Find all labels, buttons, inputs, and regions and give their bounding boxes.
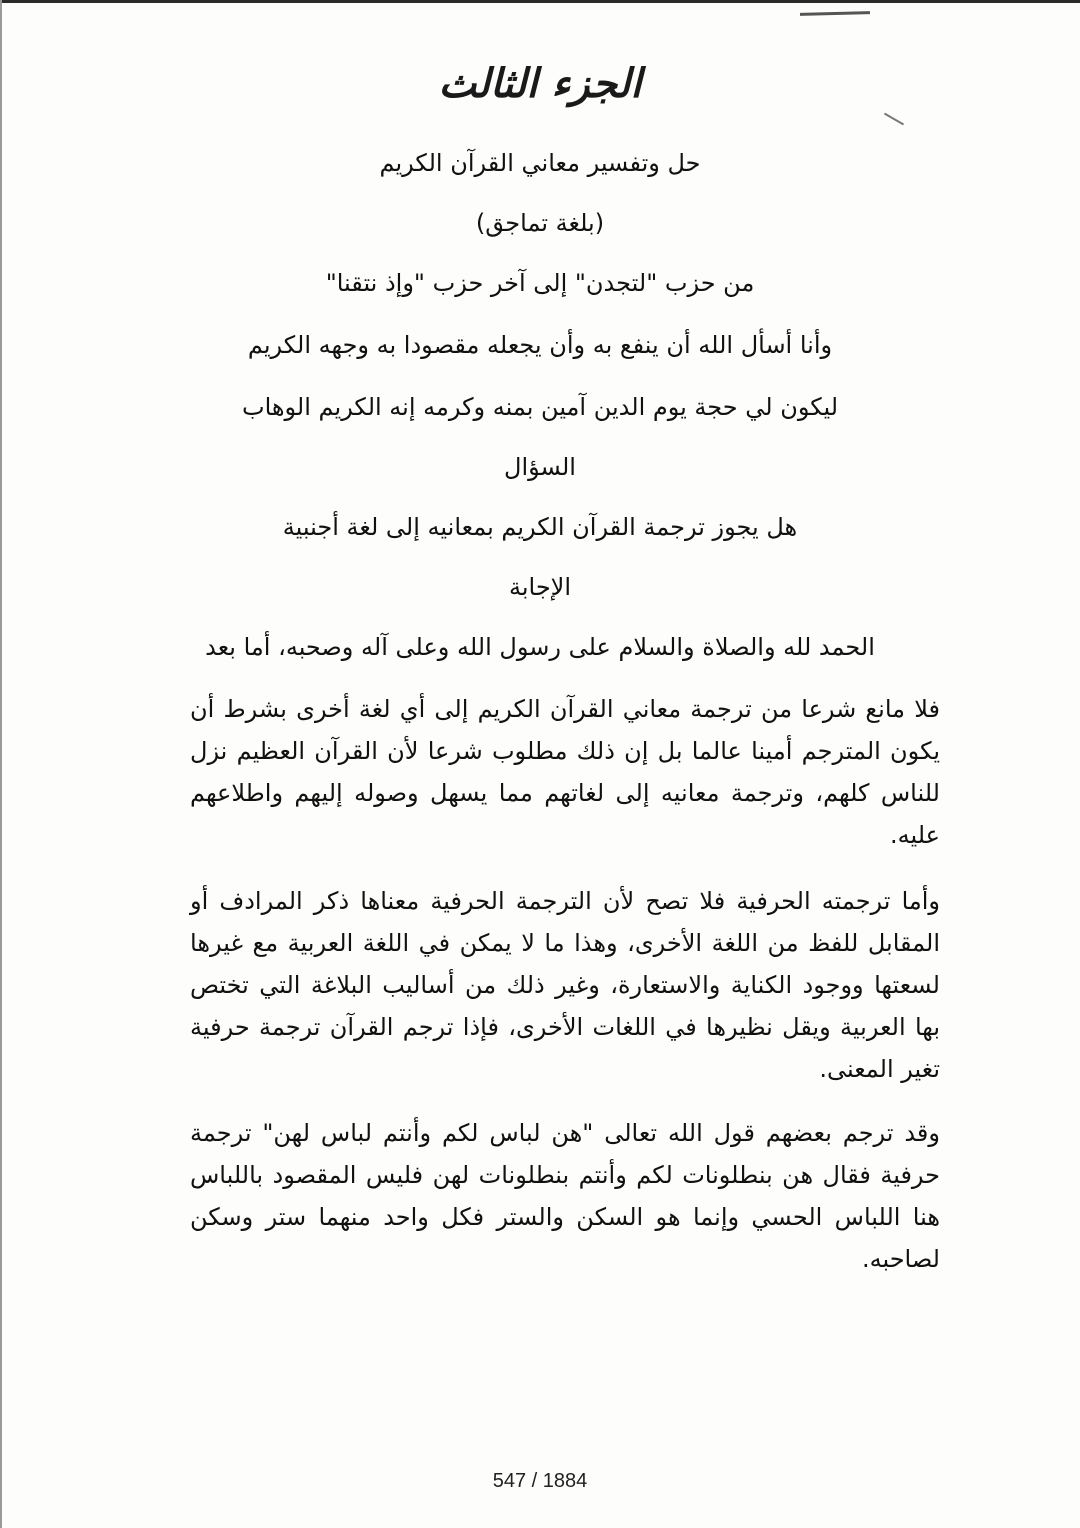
language-note: (بلغة تماجق): [475, 209, 605, 237]
handwritten-heading: الجزء الثالث: [438, 60, 642, 107]
scan-mark: [884, 113, 904, 126]
subtitle: حل وتفسير معاني القرآن الكريم: [379, 149, 701, 177]
question-text: هل يجوز ترجمة القرآن الكريم بمعانيه إلى لغة أجنبية: [282, 513, 798, 541]
answer-opening: الحمد لله والصلاة والسلام على رسول الله وعلى آله وصحبه، أما بعد: [205, 633, 875, 661]
page-number: 547 / 1884: [492, 1470, 588, 1492]
hizb-range: من حزب "لتجدن" إلى آخر حزب "وإذ نتقنا": [325, 269, 755, 297]
answer-paragraph: وقد ترجم بعضهم قول الله تعالى "هن لباس لكم وأنتم لباس لهن" ترجمة حرفية فقال هن بنطلونات لكم وأنتم بنطلونات لهن فليس المقصود باللباس هنا اللباس الحسي وإنما هو السكن والستر فكل واحد منهما ستر وسكن لصاحبه.: [190, 1119, 940, 1273]
answer-label: الإجابة: [508, 573, 572, 601]
question-label: السؤال: [504, 453, 576, 481]
prayer-line: ليكون لي حجة يوم الدين آمين بمنه وكرمه إنه الكريم الوهاب: [241, 393, 839, 421]
scan-edge-top: [0, 0, 1080, 3]
scan-mark: [800, 11, 870, 16]
answer-paragraph: وأما ترجمته الحرفية فلا تصح لأن الترجمة الحرفية معناها ذكر المرادف أو المقابل للفظ من اللغة الأخرى، وهذا ما لا يمكن في اللغة العربية مع غيرها لسعتها ووجود الكناية والاستعارة، وغير ذلك من أساليب البلاغة التي تختص بها العربية ويقل نظيرها في اللغات الأخرى، فإذا ترجم القرآن ترجمة حرفية تغير المعنى.: [190, 887, 940, 1083]
prayer-line: وأنا أسأل الله أن ينفع به وأن يجعله مقصودا به وجهه الكريم: [247, 331, 833, 359]
answer-paragraph: فلا مانع شرعا من ترجمة معاني القرآن الكريم إلى أي لغة أخرى بشرط أن يكون المترجم أمينا عالما بل إن ذلك مطلوب شرعا لأن القرآن العظيم نزل للناس كلهم، وترجمة معانيه إلى لغاتهم مما يسهل وصوله إليهم واطلاعهم عليه.: [190, 695, 940, 849]
